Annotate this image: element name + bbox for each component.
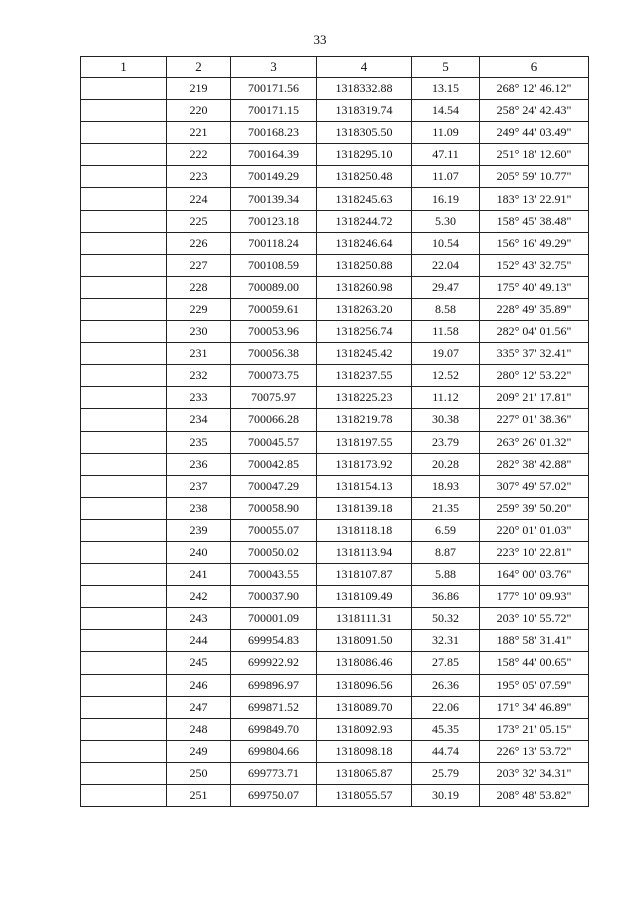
table-cell: 27.85 [412,652,480,674]
table-cell: 1318263.20 [317,298,412,320]
table-cell: 700055.07 [231,519,317,541]
table-row [81,785,589,807]
table-cell: 242 [167,586,231,608]
table-cell: 700149.29 [231,166,317,188]
table-cell: 700108.59 [231,254,317,276]
table-cell: 700045.57 [231,431,317,453]
table-cell: 239 [167,519,231,541]
table-row [81,188,589,210]
table-cell [81,100,167,122]
table-cell: 220° 01' 01.03" [480,519,589,541]
table-row [81,519,589,541]
table-cell: 243 [167,608,231,630]
table-row [81,475,589,497]
table-cell: 700043.55 [231,564,317,586]
table-cell [81,652,167,674]
column-header: 2 [167,57,231,78]
table-row [81,696,589,718]
table-cell: 233 [167,387,231,409]
table-cell: 258° 24' 42.43" [480,100,589,122]
table-cell: 11.09 [412,122,480,144]
table-cell [81,586,167,608]
table-cell: 30.38 [412,409,480,431]
table-cell: 1318098.18 [317,740,412,762]
table-row [81,586,589,608]
table-cell: 1318225.23 [317,387,412,409]
table-cell: 36.86 [412,586,480,608]
table-cell: 699804.66 [231,740,317,762]
table-cell [81,453,167,475]
table-cell: 700089.00 [231,276,317,298]
table-cell [81,762,167,784]
table-row [81,652,589,674]
table-cell [81,564,167,586]
table-cell: 246 [167,674,231,696]
table-cell: 11.07 [412,166,480,188]
table-row [81,630,589,652]
table-cell: 47.11 [412,144,480,166]
table-cell: 225 [167,210,231,232]
table-cell: 700053.96 [231,321,317,343]
table-cell: 251 [167,785,231,807]
table-cell: 203° 10' 55.72" [480,608,589,630]
table-cell: 23.79 [412,431,480,453]
table-row [81,254,589,276]
table-cell: 13.15 [412,78,480,100]
table-body [81,78,589,807]
table-row [81,298,589,320]
table-cell: 1318107.87 [317,564,412,586]
table-cell: 228 [167,276,231,298]
table-cell: 219 [167,78,231,100]
table-cell: 307° 49' 57.02" [480,475,589,497]
table-cell [81,431,167,453]
table-cell: 699849.70 [231,718,317,740]
table-cell: 18.93 [412,475,480,497]
table-cell: 1318055.57 [317,785,412,807]
table-cell: 245 [167,652,231,674]
table-cell: 50.32 [412,608,480,630]
table-cell: 25.79 [412,762,480,784]
table-cell: 171° 34' 46.89" [480,696,589,718]
column-header: 4 [317,57,412,78]
table-cell: 223 [167,166,231,188]
table-cell: 1318089.70 [317,696,412,718]
table-cell: 1318173.92 [317,453,412,475]
table-cell: 700056.38 [231,343,317,365]
table-row [81,409,589,431]
table-cell [81,321,167,343]
table-cell [81,541,167,563]
table-cell: 164° 00' 03.76" [480,564,589,586]
table-row [81,122,589,144]
table-cell: 280° 12' 53.22" [480,365,589,387]
table-cell: 700058.90 [231,497,317,519]
table-cell [81,519,167,541]
table-cell [81,188,167,210]
table-cell: 700059.61 [231,298,317,320]
table-cell: 232 [167,365,231,387]
table-cell: 22.04 [412,254,480,276]
table-cell: 237 [167,475,231,497]
table-cell [81,122,167,144]
table-cell: 1318245.63 [317,188,412,210]
table-row [81,608,589,630]
table-row [81,740,589,762]
table-cell: 699871.52 [231,696,317,718]
table-header-row [81,57,589,78]
table-cell: 14.54 [412,100,480,122]
table-cell: 1318250.48 [317,166,412,188]
table-cell: 1318295.10 [317,144,412,166]
table-cell: 226 [167,232,231,254]
table-cell: 175° 40' 49.13" [480,276,589,298]
table-cell: 8.58 [412,298,480,320]
table-cell [81,674,167,696]
table-cell: 32.31 [412,630,480,652]
table-cell [81,608,167,630]
table-cell: 8.87 [412,541,480,563]
table-cell: 30.19 [412,785,480,807]
table-row [81,387,589,409]
table-cell [81,343,167,365]
table-cell: 152° 43' 32.75" [480,254,589,276]
table-cell: 699750.07 [231,785,317,807]
table-cell: 220 [167,100,231,122]
table-cell: 700047.29 [231,475,317,497]
table-row [81,453,589,475]
table-row [81,365,589,387]
table-cell: 247 [167,696,231,718]
table-cell: 259° 39' 50.20" [480,497,589,519]
table-cell: 1318113.94 [317,541,412,563]
table-cell: 1318096.56 [317,674,412,696]
table-cell: 282° 04' 01.56" [480,321,589,343]
table-cell: 1318139.18 [317,497,412,519]
table-cell: 231 [167,343,231,365]
table-cell: 44.74 [412,740,480,762]
table-row [81,343,589,365]
table-row [81,210,589,232]
table-cell: 205° 59' 10.77" [480,166,589,188]
table-cell: 158° 45' 38.48" [480,210,589,232]
table-cell: 5.30 [412,210,480,232]
table-cell: 203° 32' 34.31" [480,762,589,784]
table-cell [81,144,167,166]
table-cell: 700037.90 [231,586,317,608]
column-header: 5 [412,57,480,78]
table-cell: 234 [167,409,231,431]
table-cell: 11.58 [412,321,480,343]
table-cell [81,630,167,652]
table-cell: 700050.02 [231,541,317,563]
table-cell: 223° 10' 22.81" [480,541,589,563]
table-cell: 236 [167,453,231,475]
table-cell: 227° 01' 38.36" [480,409,589,431]
table-row [81,718,589,740]
table-row [81,78,589,100]
table-cell: 1318245.42 [317,343,412,365]
table-cell [81,497,167,519]
table-cell: 229 [167,298,231,320]
table-cell: 188° 58' 31.41" [480,630,589,652]
table-cell: 1318197.55 [317,431,412,453]
table-cell: 248 [167,718,231,740]
table-cell: 221 [167,122,231,144]
table-cell [81,210,167,232]
table-cell: 70075.97 [231,387,317,409]
table-cell: 1318332.88 [317,78,412,100]
table-cell: 700001.09 [231,608,317,630]
table-cell: 699954.83 [231,630,317,652]
table-cell: 1318109.49 [317,586,412,608]
table-row [81,762,589,784]
table-cell: 1318256.74 [317,321,412,343]
table-cell: 16.19 [412,188,480,210]
table-cell: 700123.18 [231,210,317,232]
table-cell [81,475,167,497]
table-cell: 244 [167,630,231,652]
table-cell: 226° 13' 53.72" [480,740,589,762]
table-cell: 6.59 [412,519,480,541]
table-cell: 1318091.50 [317,630,412,652]
table-cell: 11.12 [412,387,480,409]
table-cell [81,232,167,254]
table-cell: 268° 12' 46.12" [480,78,589,100]
table-cell: 1318319.74 [317,100,412,122]
table-cell [81,365,167,387]
table-cell: 251° 18' 12.60" [480,144,589,166]
column-header: 1 [81,57,167,78]
table-row [81,144,589,166]
table-cell: 700171.56 [231,78,317,100]
table-cell: 282° 38' 42.88" [480,453,589,475]
table-cell [81,276,167,298]
table-cell: 241 [167,564,231,586]
table-cell: 699896.97 [231,674,317,696]
table-cell: 700168.23 [231,122,317,144]
page-number: 33 [313,32,327,47]
table-cell: 230 [167,321,231,343]
table-cell [81,298,167,320]
table-cell: 1318086.46 [317,652,412,674]
table-cell: 29.47 [412,276,480,298]
table-cell [81,409,167,431]
table-row [81,497,589,519]
table-cell: 240 [167,541,231,563]
table-row [81,674,589,696]
table-cell: 183° 13' 22.91" [480,188,589,210]
table-row [81,541,589,563]
table-cell: 22.06 [412,696,480,718]
table-cell: 158° 44' 00.65" [480,652,589,674]
table-row [81,232,589,254]
table-cell: 263° 26' 01.32" [480,431,589,453]
table-cell: 249 [167,740,231,762]
table-cell: 26.36 [412,674,480,696]
table-cell: 45.35 [412,718,480,740]
table-cell: 227 [167,254,231,276]
table-cell: 335° 37' 32.41" [480,343,589,365]
table-cell: 1318237.55 [317,365,412,387]
table-cell: 156° 16' 49.29" [480,232,589,254]
table-cell: 700171.15 [231,100,317,122]
table-cell: 5.88 [412,564,480,586]
table-cell: 1318118.18 [317,519,412,541]
table-cell: 700164.39 [231,144,317,166]
table-cell: 12.52 [412,365,480,387]
table-cell [81,718,167,740]
table-cell: 177° 10' 09.93" [480,586,589,608]
table-row [81,166,589,188]
table-cell: 10.54 [412,232,480,254]
table-cell: 209° 21' 17.81" [480,387,589,409]
coordinates-table [80,56,589,807]
table-cell: 222 [167,144,231,166]
table-row [81,564,589,586]
table-row [81,100,589,122]
table-cell: 228° 49' 35.89" [480,298,589,320]
table-cell: 700118.24 [231,232,317,254]
table-cell: 235 [167,431,231,453]
table-cell: 700073.75 [231,365,317,387]
table-cell: 249° 44' 03.49" [480,122,589,144]
table-cell: 700042.85 [231,453,317,475]
table-cell: 1318219.78 [317,409,412,431]
table-cell: 1318305.50 [317,122,412,144]
table-cell: 1318092.93 [317,718,412,740]
table-cell [81,387,167,409]
table-row [81,321,589,343]
table-cell: 700139.34 [231,188,317,210]
table-cell: 224 [167,188,231,210]
table-cell: 238 [167,497,231,519]
table-row [81,276,589,298]
table-cell: 1318154.13 [317,475,412,497]
table-cell [81,740,167,762]
table-cell: 173° 21' 05.15" [480,718,589,740]
table-cell: 21.35 [412,497,480,519]
table-cell [81,785,167,807]
table-cell: 1318244.72 [317,210,412,232]
table-cell [81,696,167,718]
table-cell: 699773.71 [231,762,317,784]
table-cell: 1318065.87 [317,762,412,784]
table-row [81,431,589,453]
table-cell: 1318260.98 [317,276,412,298]
table-cell: 699922.92 [231,652,317,674]
column-header: 6 [480,57,589,78]
table-cell [81,78,167,100]
table-cell: 1318250.88 [317,254,412,276]
table-cell [81,254,167,276]
table-cell [81,166,167,188]
table-cell: 700066.28 [231,409,317,431]
coordinates-table-container [80,56,589,807]
table-cell: 1318111.31 [317,608,412,630]
table-cell: 1318246.64 [317,232,412,254]
table-cell: 20.28 [412,453,480,475]
table-cell: 208° 48' 53.82" [480,785,589,807]
table-cell: 250 [167,762,231,784]
column-header: 3 [231,57,317,78]
table-cell: 19.07 [412,343,480,365]
table-cell: 195° 05' 07.59" [480,674,589,696]
